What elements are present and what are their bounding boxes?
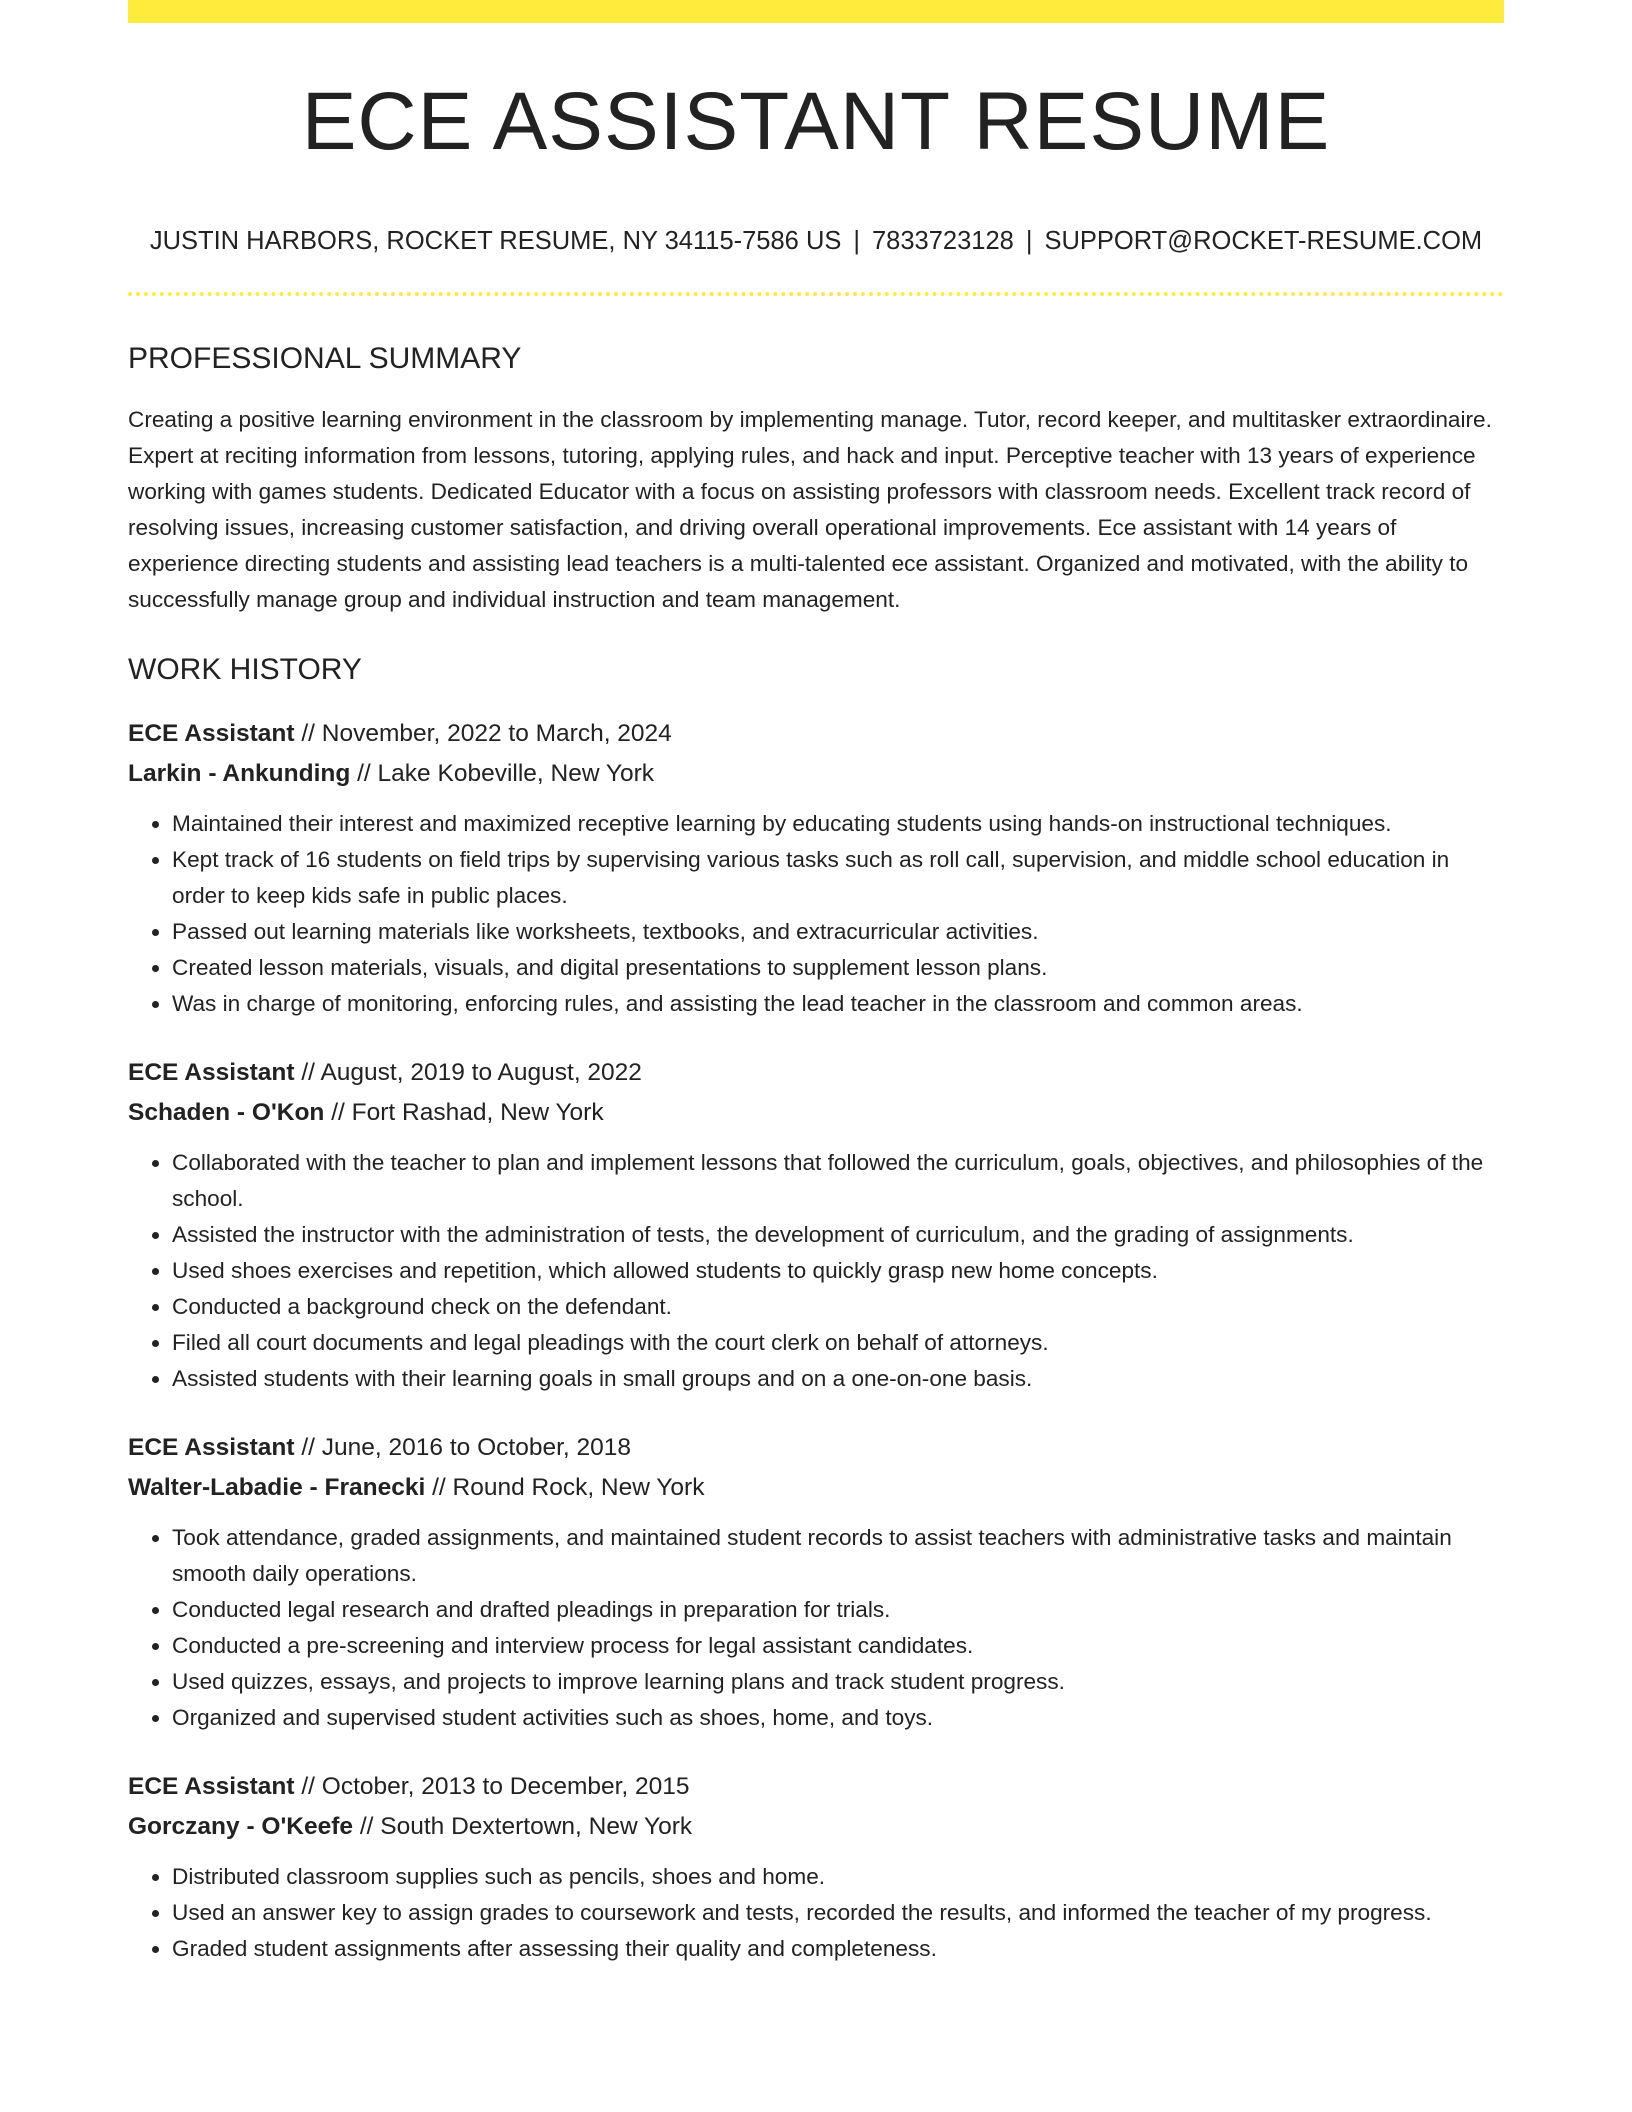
job-bullet: • Conducted a pre-screening and interview process for legal assistant candidates. [172,1628,1504,1664]
job-bullet: • Kept track of 16 students on field trips by supervising various tasks such as roll call, supervision, and middle school education in order to keep kids safe in public places. [172,842,1504,914]
job-title-line [128,714,1504,754]
accent-top-bar [128,0,1504,23]
contact-email: SUPPORT@ROCKET-RESUME.COM [1044,227,1483,255]
job-bullet: • Passed out learning materials like worksheets, textbooks, and extracurricular activities. [172,914,1504,950]
job-bullet: • Used shoes exercises and repetition, which allowed students to quickly grasp new home concepts. [172,1253,1504,1289]
summary-text: Creating a positive learning environment in the classroom by implementing manage. Tutor, record keeper, and multitasker extraordinaire. Expert at reciting information from lessons, tutoring, applying rules, and hack and input. Perceptive teacher with 13 years of experience working with games students. Dedicated Educator with a focus on assisting professors with classroom needs. Excellent track record of resolving issues, increasing customer satisfaction, and driving overall operational improvements. Ece assistant with 14 years of experience directing students and assisting lead teachers is a multi-talented ece assistant. Organized and motivated, with the ability to successfully manage group and individual instruction and team management. [128,406,1492,612]
job-bullet: • Used an answer key to assign grades to coursework and tests, recorded the results, and informed the teacher of my progress. [172,1895,1504,1931]
job-location: Round Rock, New York [452,1473,705,1501]
job-bullet: • Assisted the instructor with the administration of tests, the development of curriculum, and the grading of assignments. [172,1217,1504,1253]
job-entry [128,1053,1504,1397]
job-entry [128,714,1504,1022]
job-dates: November, 2022 to March, 2024 [321,719,672,747]
dotted-divider [128,292,1504,296]
job-title-line [128,1053,1504,1093]
job-title: ECE Assistant [128,719,295,747]
job-bullet: • Collaborated with the teacher to plan and implement lessons that followed the curriculum, goals, objectives, and philosophies of the school. [172,1145,1504,1217]
job-entry [128,1767,1504,1967]
job-bullet: • Conducted a background check on the defendant. [172,1289,1504,1325]
job-bullet-list [128,1520,1504,1736]
job-bullet-list [128,806,1504,1022]
job-dates: June, 2016 to October, 2018 [321,1433,632,1461]
job-title-line [128,1428,1504,1468]
resume-page [128,0,1504,1967]
contact-separator: | [1025,227,1033,255]
job-bullet: • Assisted students with their learning goals in small groups and on a one-on-one basis. [172,1361,1504,1397]
contact-phone: 7833723128 [872,227,1014,255]
job-bullet-list [128,1859,1504,1967]
job-bullet: • Was in charge of monitoring, enforcing rules, and assisting the lead teacher in the classroom and common areas. [172,986,1504,1022]
job-title: ECE Assistant [128,1058,295,1086]
job-separator: // [324,1098,352,1126]
job-title: ECE Assistant [128,1433,295,1461]
contact-separator: | [853,227,860,255]
job-dates: October, 2013 to December, 2015 [321,1772,690,1800]
contact-line [128,229,1504,255]
job-company-line [128,1093,1504,1133]
job-company-line [128,1807,1504,1847]
contact-address: JUSTIN HARBORS, ROCKET RESUME, NY 34115-7586 US [149,227,842,255]
job-bullet: • Created lesson materials, visuals, and digital presentations to supplement lesson plans. [172,950,1504,986]
job-bullet: • Organized and supervised student activities such as shoes, home, and toys. [172,1700,1504,1736]
job-company: Schaden - O'Kon [128,1098,325,1126]
job-location: Fort Rashad, New York [351,1098,604,1126]
job-company: Gorczany - O'Keefe [128,1812,354,1840]
job-separator: // [294,1772,322,1800]
job-bullet: • Took attendance, graded assignments, and maintained student records to assist teachers with administrative tasks and maintain smooth daily operations. [172,1520,1504,1592]
job-bullet: • Used quizzes, essays, and projects to improve learning plans and track student progress. [172,1664,1504,1700]
page-title: ECE ASSISTANT RESUME [301,76,1331,167]
job-separator: // [353,1812,381,1840]
job-company-line [128,754,1504,794]
job-separator: // [294,1058,321,1086]
job-title: ECE Assistant [128,1772,295,1800]
job-separator: // [425,1473,453,1501]
job-dates: August, 2019 to August, 2022 [320,1058,642,1086]
job-bullet: • Distributed classroom supplies such as pencils, shoes and home. [172,1859,1504,1895]
job-company: Walter-Labadie - Franecki [128,1473,426,1501]
job-entry [128,1428,1504,1736]
job-bullet: • Graded student assignments after assessing their quality and completeness. [172,1931,1504,1967]
work-history-heading: WORK HISTORY [128,652,362,686]
job-separator: // [350,759,378,787]
job-bullet-list [128,1145,1504,1397]
job-company-line [128,1468,1504,1508]
summary-heading: PROFESSIONAL SUMMARY [128,341,522,375]
job-bullet: • Filed all court documents and legal pleadings with the court clerk on behalf of attorneys. [172,1325,1504,1361]
job-bullet: • Maintained their interest and maximized receptive learning by educating students using hands-on instructional techniques. [172,806,1504,842]
job-location: South Dextertown, New York [380,1812,693,1840]
job-company: Larkin - Ankunding [128,759,351,787]
job-bullet: • Conducted legal research and drafted pleadings in preparation for trials. [172,1592,1504,1628]
job-title-line [128,1767,1504,1807]
job-location: Lake Kobeville, New York [377,759,655,787]
job-separator: // [294,719,322,747]
job-separator: // [294,1433,322,1461]
work-history-list [128,714,1504,1967]
